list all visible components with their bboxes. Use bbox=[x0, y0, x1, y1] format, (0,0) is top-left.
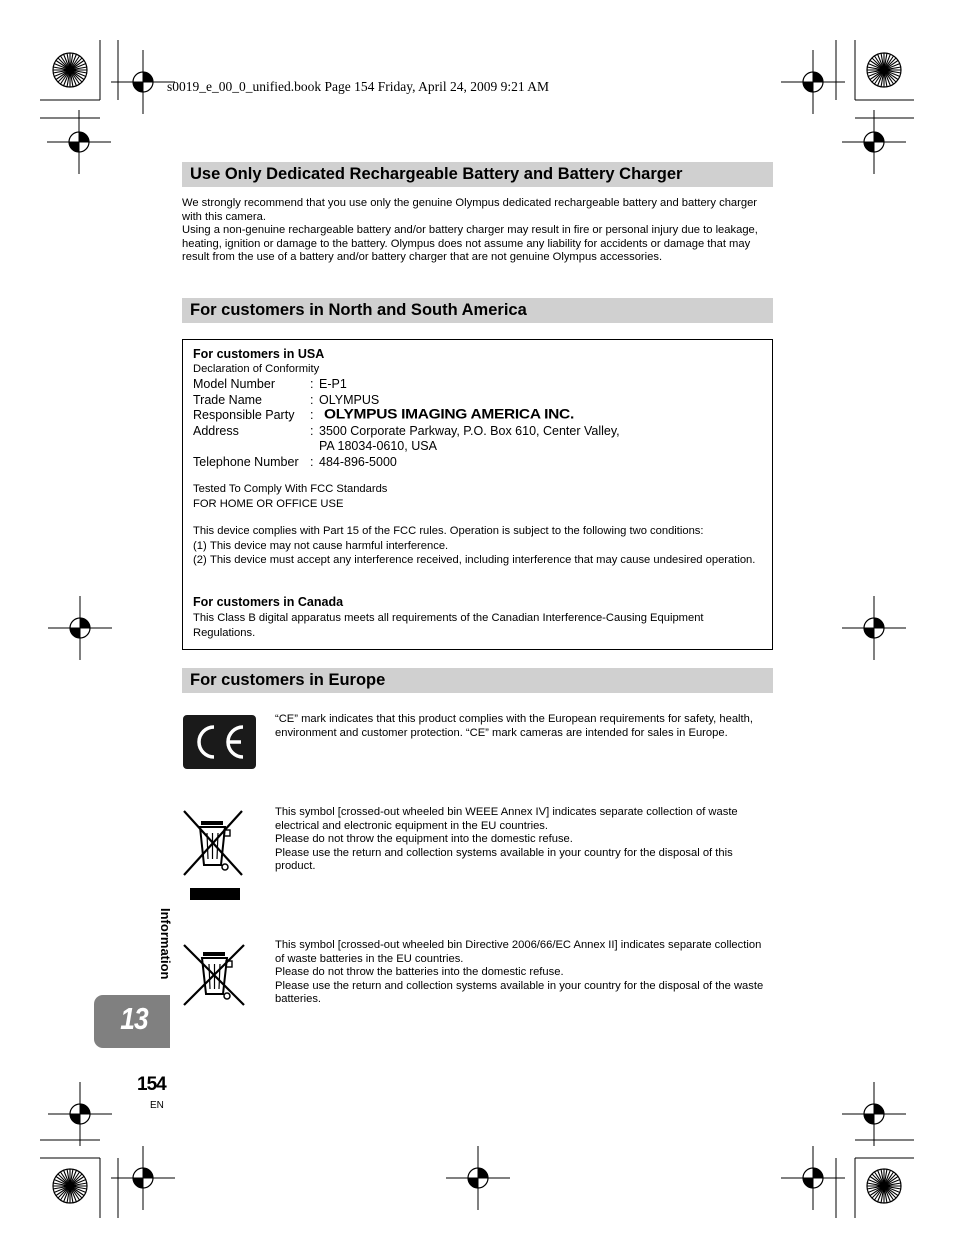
separator: : bbox=[310, 455, 314, 469]
battery-heading: Use Only Dedicated Rechargeable Battery and Battery Charger bbox=[190, 165, 683, 183]
battery-bin-icon bbox=[182, 943, 246, 1007]
battery-disposal-paragraph-2: Please do not throw the batteries into the domestic refuse. bbox=[275, 966, 564, 978]
separator: : bbox=[310, 393, 314, 407]
fcc-declaration-box bbox=[182, 339, 773, 650]
address-line-1: 3500 Corporate Parkway, P.O. Box 610, Center Valley, bbox=[319, 424, 620, 438]
model-number-label: Model Number bbox=[193, 377, 275, 391]
battery-paragraph-2: Using a non-genuine rechargeable battery and/or battery charger may result in fire or personal injury due to leakage, heating, ignition or damage to the battery. Olympus does not assume any liability for accidents or damage that may result from the use of a battery and/or battery charger that are not genuine Olympus accessories. bbox=[182, 224, 758, 263]
weee-bin-icon bbox=[182, 809, 244, 901]
europe-section-header bbox=[182, 668, 773, 693]
battery-body bbox=[182, 197, 774, 265]
weee-description bbox=[275, 806, 773, 874]
telephone-label: Telephone Number bbox=[193, 455, 299, 469]
fcc-tested-line: Tested To Comply With FCC Standards bbox=[193, 483, 388, 495]
address-line-2: PA 18034-0610, USA bbox=[319, 439, 437, 453]
weee-paragraph-2: Please do not throw the equipment into the domestic refuse. bbox=[275, 833, 573, 845]
separator: : bbox=[310, 377, 314, 391]
battery-disposal-paragraph-1: This symbol [crossed-out wheeled bin Directive 2006/66/EC Annex II] indicates separate collection of waste batteries in the EU countries. bbox=[275, 939, 762, 965]
weee-paragraph-1: This symbol [crossed-out wheeled bin WEEE Annex IV] indicates separate collection of waste electrical and electronic equipment in the EU countries. bbox=[275, 806, 738, 832]
fcc-rules-text: This device complies with Part 15 of the FCC rules. Operation is subject to the following two conditions: bbox=[193, 525, 704, 537]
telephone-value: 484-896-5000 bbox=[319, 455, 397, 469]
page-number: 154 bbox=[137, 1074, 166, 1095]
chapter-label: Information bbox=[158, 908, 173, 980]
trade-name-label: Trade Name bbox=[193, 393, 263, 407]
battery-disposal-paragraph-3: Please use the return and collection systems available in your country for the disposal of the waste batteries. bbox=[275, 979, 764, 1005]
canada-text: This Class B digital apparatus meets all requirements of the Canadian Interference-Causing Equipment Regulations. bbox=[193, 612, 704, 639]
olympus-america-logo: OLYMPUS IMAGING AMERICA INC. bbox=[324, 407, 574, 423]
separator: : bbox=[310, 424, 314, 438]
battery-section-header bbox=[182, 162, 773, 187]
chapter-tab bbox=[94, 995, 170, 1048]
language-code: EN bbox=[150, 1100, 164, 1111]
book-slug-line: s0019_e_00_0_unified.book Page 154 Friday, April 24, 2009 9:21 AM bbox=[167, 79, 549, 94]
canada-heading: For customers in Canada bbox=[193, 595, 344, 609]
trade-name-value: OLYMPUS bbox=[319, 393, 380, 407]
battery-disposal-description bbox=[275, 939, 773, 1007]
model-number-value: E-P1 bbox=[319, 377, 347, 391]
battery-paragraph-1: We strongly recommend that you use only the genuine Olympus dedicated rechargeable battery and battery charger with this camera. bbox=[182, 197, 758, 223]
weee-paragraph-3: Please use the return and collection systems available in your country for the disposal of this product. bbox=[275, 846, 733, 872]
address-label: Address bbox=[193, 424, 239, 438]
condition-1-number: (1) bbox=[193, 540, 207, 552]
ce-mark-icon bbox=[183, 715, 256, 769]
chapter-number: 13 bbox=[120, 1001, 148, 1036]
europe-heading: For customers in Europe bbox=[190, 671, 386, 689]
declaration-title: Declaration of Conformity bbox=[193, 363, 320, 375]
fcc-home-office-line: FOR HOME OR OFFICE USE bbox=[193, 498, 344, 510]
responsible-party-label: Responsible Party bbox=[193, 408, 295, 422]
condition-2-text: This device must accept any interference received, including interference that may cause undesired operation. bbox=[210, 554, 756, 566]
america-heading: For customers in North and South America bbox=[190, 301, 527, 319]
condition-1-text: This device may not cause harmful interference. bbox=[210, 540, 449, 552]
condition-2-number: (2) bbox=[193, 554, 207, 566]
ce-description: “CE” mark indicates that this product complies with the European requirements for safety, health, environment and customer protection. “CE” mark cameras are intended for sales in Europe. bbox=[275, 713, 753, 739]
separator: : bbox=[310, 408, 314, 422]
usa-heading: For customers in USA bbox=[193, 347, 325, 361]
america-section-header bbox=[182, 298, 773, 323]
